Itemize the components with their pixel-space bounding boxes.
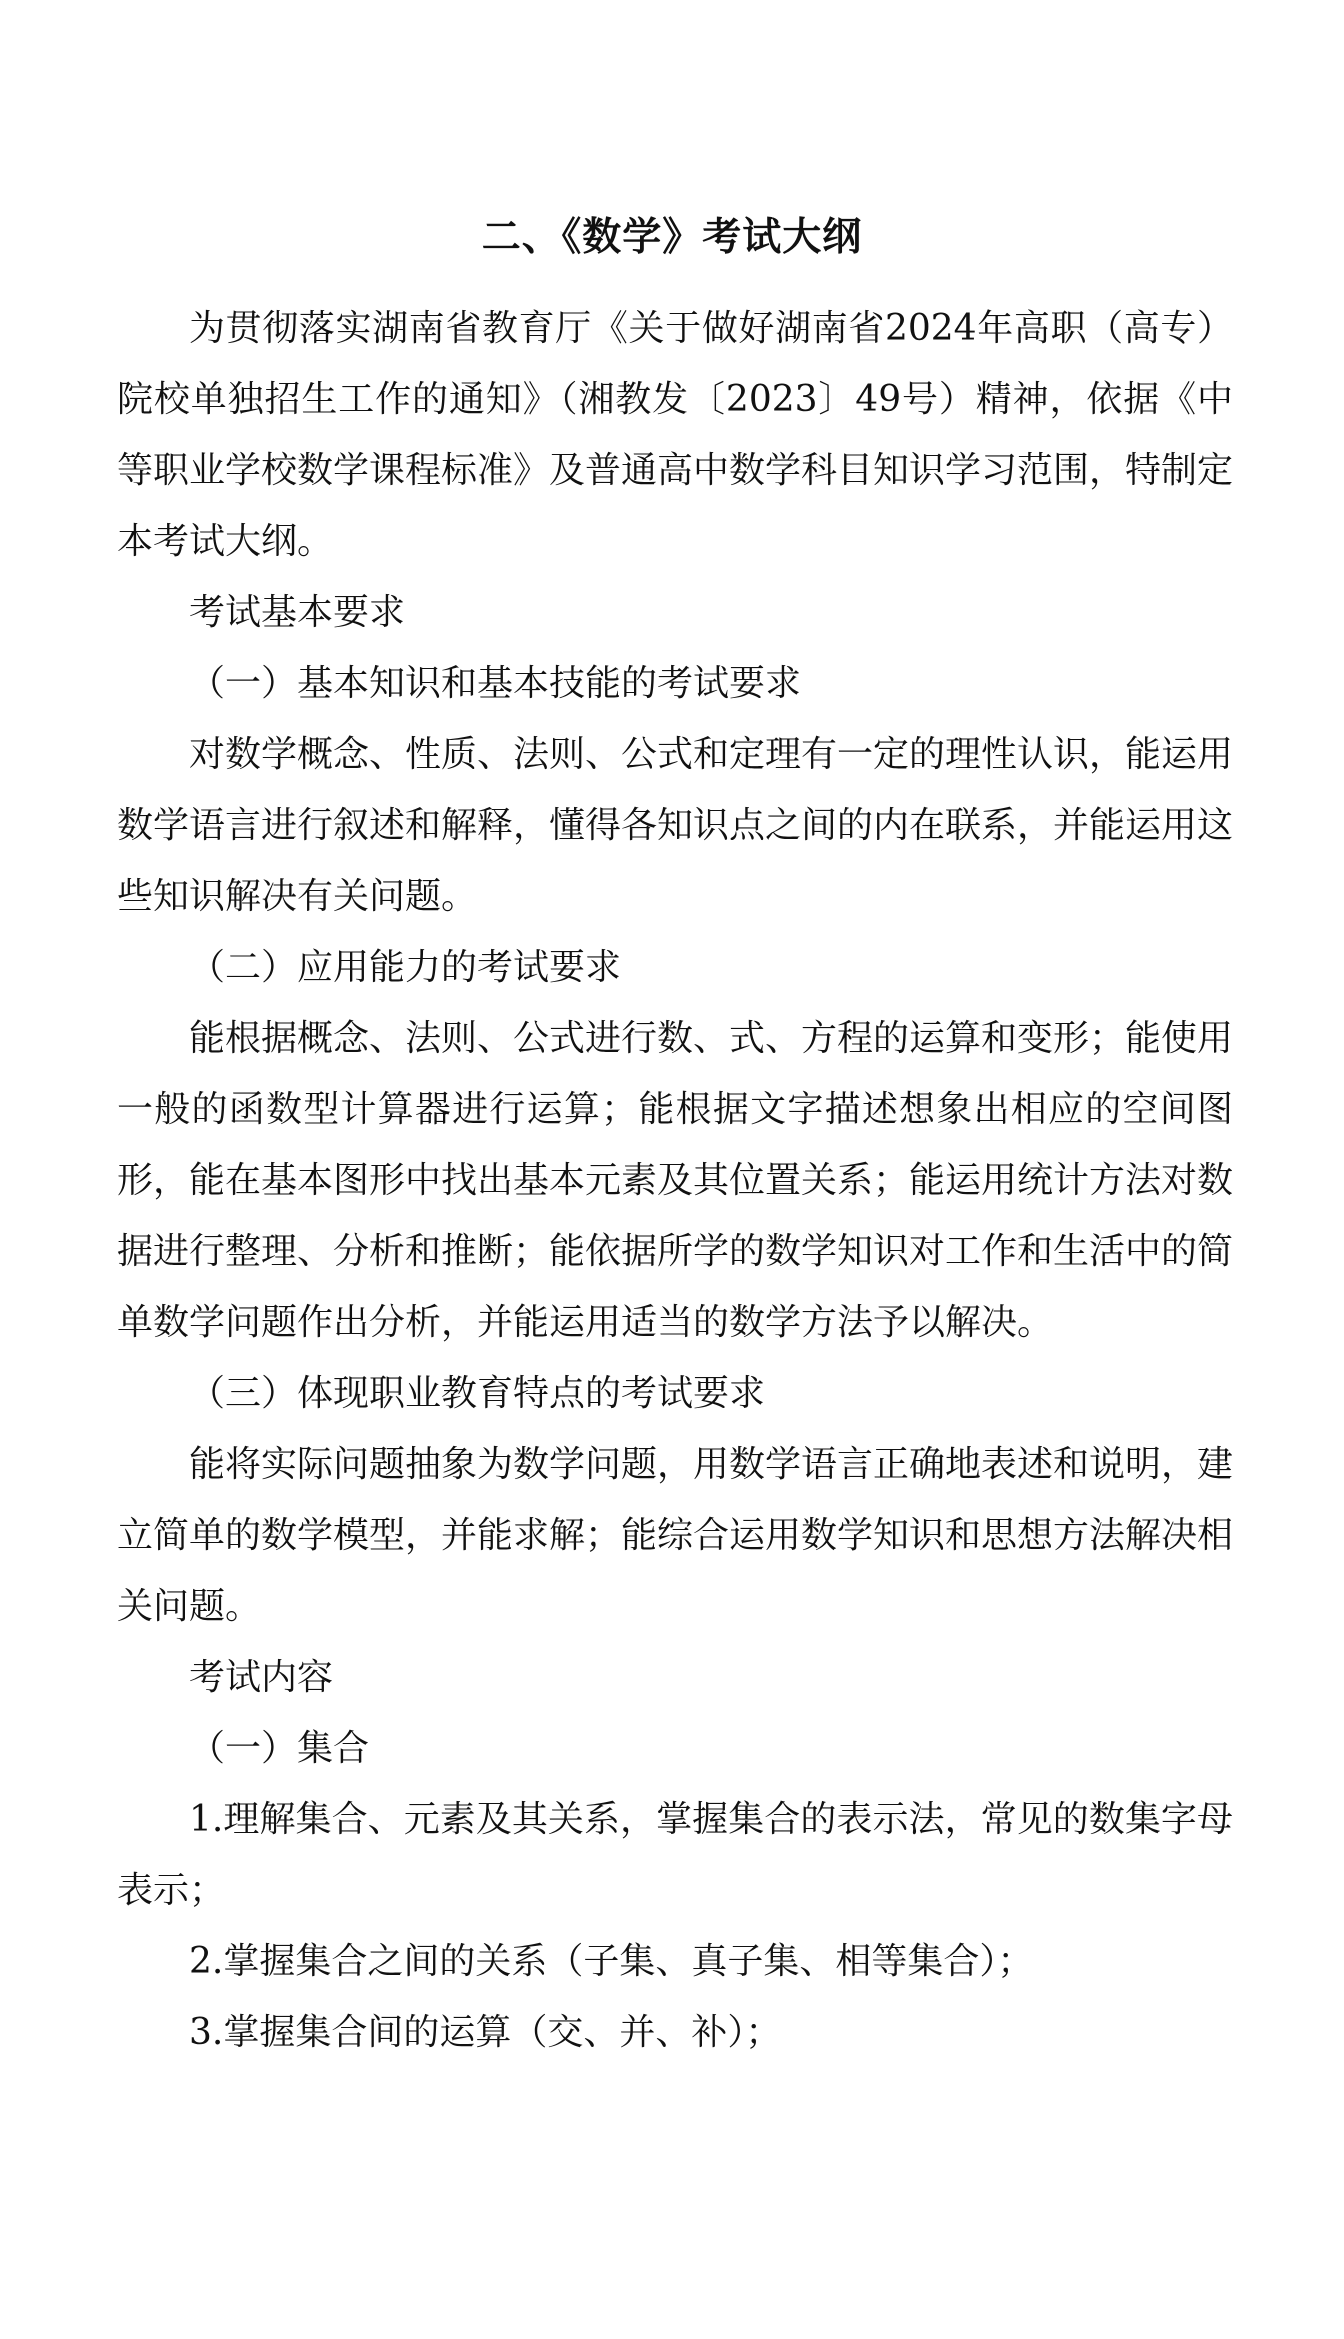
subheading-basic-knowledge: （一）基本知识和基本技能的考试要求 [189,663,802,704]
list-item-3: 3.掌握集合间的运算（交、并、补）； [189,2012,782,2053]
section-heading-exam-content: 考试内容 [189,1657,334,1698]
list-item-1: 1.理解集合、元素及其关系，掌握集合的表示法，常见的数集字母表示； [117,1799,1233,1911]
document-title: 二、《数学》考试大纲 [481,215,863,260]
subheading-sets: （一）集合 [189,1728,370,1769]
intro-paragraph: 为贯彻落实湖南省教育厅《关于做好湖南省2024年高职（高专）院校单独招生工作的通知》（湘教发〔2023〕49号）精神，依据《中等职业学校数学课程标准》及普通高中数学科目知识学习范围，特制定本考试大纲。 [117,308,1234,562]
paragraph-basic-knowledge: 对数学概念、性质、法则、公式和定理有一定的理性认识，能运用数学语言进行叙述和解释，懂得各知识点之间的内在联系，并能运用这些知识解决有关问题。 [117,734,1234,917]
subheading-application-ability: （二）应用能力的考试要求 [189,947,622,988]
list-item-2: 2.掌握集合之间的关系（子集、真子集、相等集合）； [189,1941,1034,1982]
subheading-vocational-features: （三）体现职业教育特点的考试要求 [189,1373,766,1414]
paragraph-application-ability: 能根据概念、法则、公式进行数、式、方程的运算和变形；能使用一般的函数型计算器进行运算；能根据文字描述想象出相应的空间图形，能在基本图形中找出基本元素及其位置关系；能运用统计方法对数据进行整理、分析和推断；能依据所学的数学知识对工作和生活中的简单数学问题作出分析，并能运用适当的数学方法予以解决。 [117,1018,1234,1343]
paragraph-vocational-features: 能将实际问题抽象为数学问题，用数学语言正确地表述和说明，建立简单的数学模型，并能求解；能综合运用数学知识和思想方法解决相关问题。 [117,1444,1234,1627]
section-heading-basic-requirements: 考试基本要求 [189,592,406,633]
document-body [117,293,1233,2068]
